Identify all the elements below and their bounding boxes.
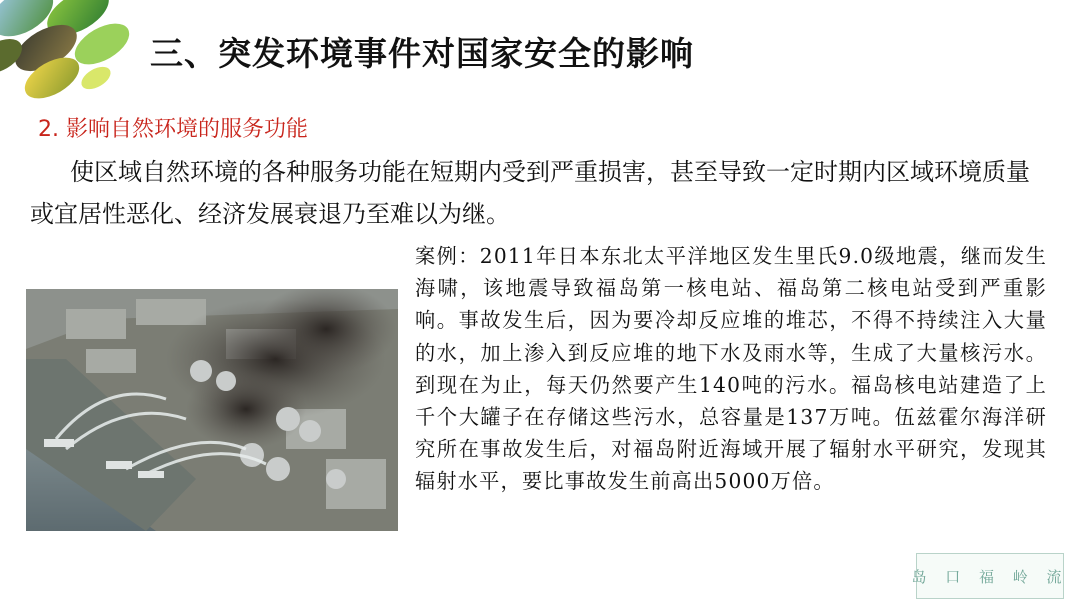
fukushima-plant-photo: [26, 289, 398, 531]
watermark-text: 岛 口 福 岭 流: [911, 567, 1069, 586]
photo-illustration: [26, 289, 398, 531]
section-subheading: 2. 影响自然环境的服务功能: [38, 117, 308, 142]
intro-paragraph-block: [30, 151, 1050, 235]
case-study-paragraph: 案例：2011年日本东北太平洋地区发生里氏9.0级地震，继而发生海啸，该地震导致福岛第一核电站、福岛第二核电站受到严重影响。事故发生后，因为要冷却反应堆的堆芯，不得不持续注入大量的水，加上渗入到反应堆的地下水及雨水等，生成了大量核污水。到现在为止，每天仍然要产生140吨的污水。福岛核电站建造了上千个大罐子在存储这些污水，总容量是137万吨。伍兹霍尔海洋研究所在事故发生后，对福岛附近海域开展了辐射水平研究，发现其辐射水平，要比事故发生前高出5000万倍。: [415, 244, 1047, 494]
watermark-stamp: [911, 553, 1069, 599]
slide-title: 三、突发环境事件对国家安全的影响: [150, 34, 694, 73]
intro-paragraph: 使区域自然环境的各种服务功能在短期内受到严重损害，甚至导致一定时期内区域环境质量或宜居性恶化、经济发展衰退乃至难以为继。: [30, 158, 1030, 228]
leaf-photo-cluster-decoration: [0, 0, 142, 106]
